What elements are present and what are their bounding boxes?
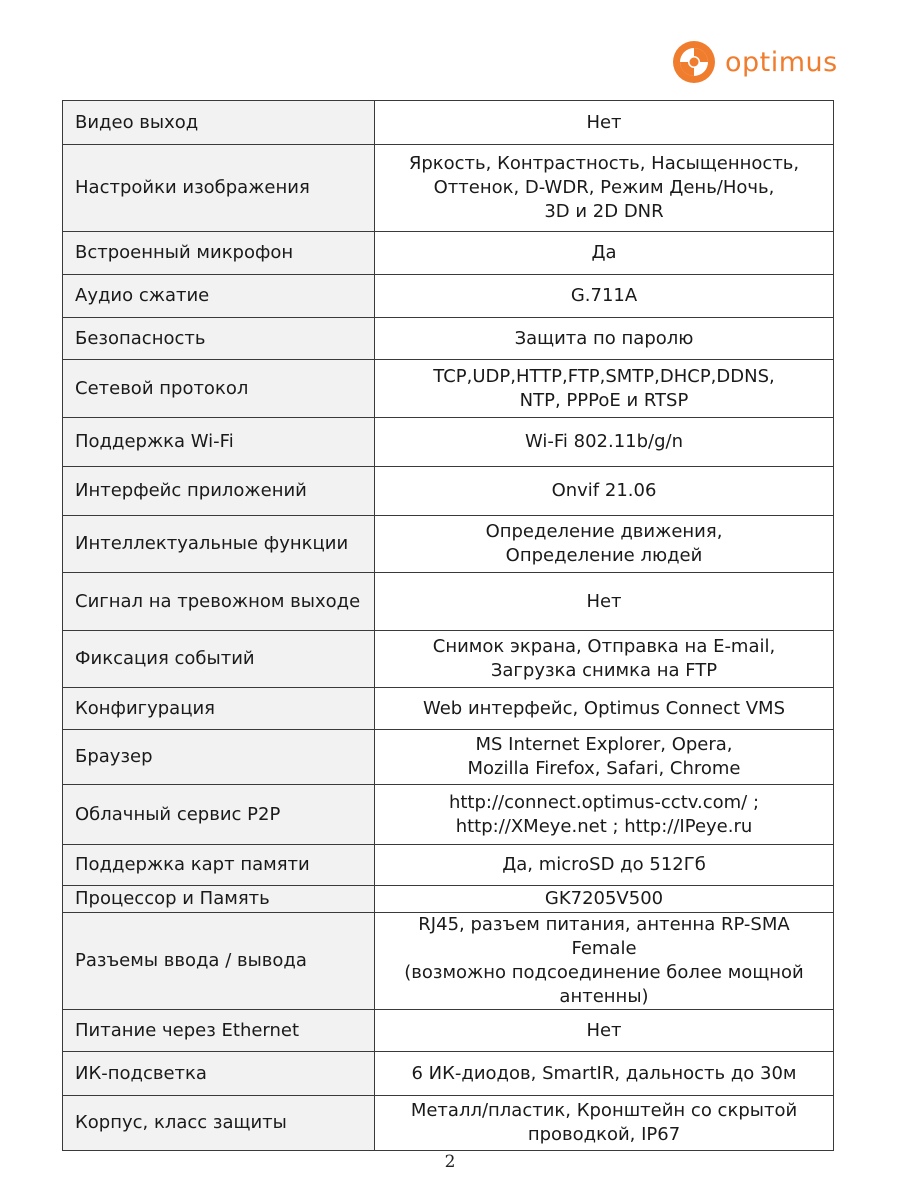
spec-row [63,360,834,418]
spec-value: Wi-Fi 802.11b/g/n [375,418,834,467]
spec-row [63,1052,834,1096]
spec-label: Разъемы ввода / вывода [63,913,375,1010]
spec-label: Процессор и Память [63,886,375,913]
spec-value: TCP,UDP,HTTP,FTP,SMTP,DHCP,DDNS, NTP, PPPoE и RTSP [375,360,834,418]
optimus-logo-icon [672,40,716,84]
spec-row [63,516,834,573]
spec-label: Безопасность [63,318,375,360]
page-number: 2 [444,1152,456,1172]
spec-value: Защита по паролю [375,318,834,360]
spec-value: Определение движения, Определение людей [375,516,834,573]
spec-value: http://connect.optimus-cctv.com/ ; http://XMeye.net ; http://IPeye.ru [375,785,834,845]
spec-value: Web интерфейс, Optimus Connect VMS [375,688,834,730]
spec-row [63,730,834,785]
spec-label: Облачный сервис P2P [63,785,375,845]
spec-row [63,631,834,688]
spec-row [63,573,834,631]
spec-row [63,467,834,516]
spec-value: Нет [375,101,834,145]
spec-row [63,913,834,1010]
spec-row [63,688,834,730]
spec-value: 6 ИК-диодов, SmartIR, дальность до 30м [375,1052,834,1096]
spec-label: Поддержка карт памяти [63,845,375,886]
spec-value: RJ45, разъем питания, антенна RP-SMA Female (возможно подсоединение более мощной антенны) [375,913,834,1010]
spec-row [63,785,834,845]
spec-label: Питание через Ethernet [63,1010,375,1052]
spec-label: Настройки изображения [63,145,375,232]
spec-value: G.711A [375,275,834,318]
spec-row [63,275,834,318]
spec-label: Сигнал на тревожном выходе [63,573,375,631]
spec-value: MS Internet Explorer, Opera, Mozilla Firefox, Safari, Chrome [375,730,834,785]
spec-label: Аудио сжатие [63,275,375,318]
spec-value: Да [375,232,834,275]
optimus-logo [672,40,838,84]
spec-value: Металл/пластик, Кронштейн со скрытой проводкой, IP67 [375,1096,834,1151]
spec-label: Интеллектуальные функции [63,516,375,573]
spec-row [63,232,834,275]
spec-row [63,886,834,913]
spec-value: Яркость, Контрастность, Насыщенность, Оттенок, D-WDR, Режим День/Ночь, 3D и 2D DNR [375,145,834,232]
spec-label: ИК-подсветка [63,1052,375,1096]
spec-value: GK7205V500 [375,886,834,913]
spec-row [63,418,834,467]
spec-value: Onvif 21.06 [375,467,834,516]
spec-row [63,1010,834,1052]
spec-label: Браузер [63,730,375,785]
spec-row [63,318,834,360]
spec-label: Конфигурация [63,688,375,730]
spec-label: Интерфейс приложений [63,467,375,516]
spec-value: Нет [375,1010,834,1052]
spec-value: Да, microSD до 512Гб [375,845,834,886]
spec-label: Поддержка Wi-Fi [63,418,375,467]
spec-row [63,101,834,145]
spec-label: Фиксация событий [63,631,375,688]
spec-row [63,145,834,232]
brand-name: optimus [725,46,838,78]
spec-row [63,1096,834,1151]
spec-row [63,845,834,886]
spec-label: Сетевой протокол [63,360,375,418]
spec-label: Видео выход [63,101,375,145]
spec-label: Встроенный микрофон [63,232,375,275]
spec-label: Корпус, класс защиты [63,1096,375,1151]
spec-value: Снимок экрана, Отправка на E-mail, Загрузка снимка на FTP [375,631,834,688]
spec-table [62,100,834,1151]
spec-value: Нет [375,573,834,631]
